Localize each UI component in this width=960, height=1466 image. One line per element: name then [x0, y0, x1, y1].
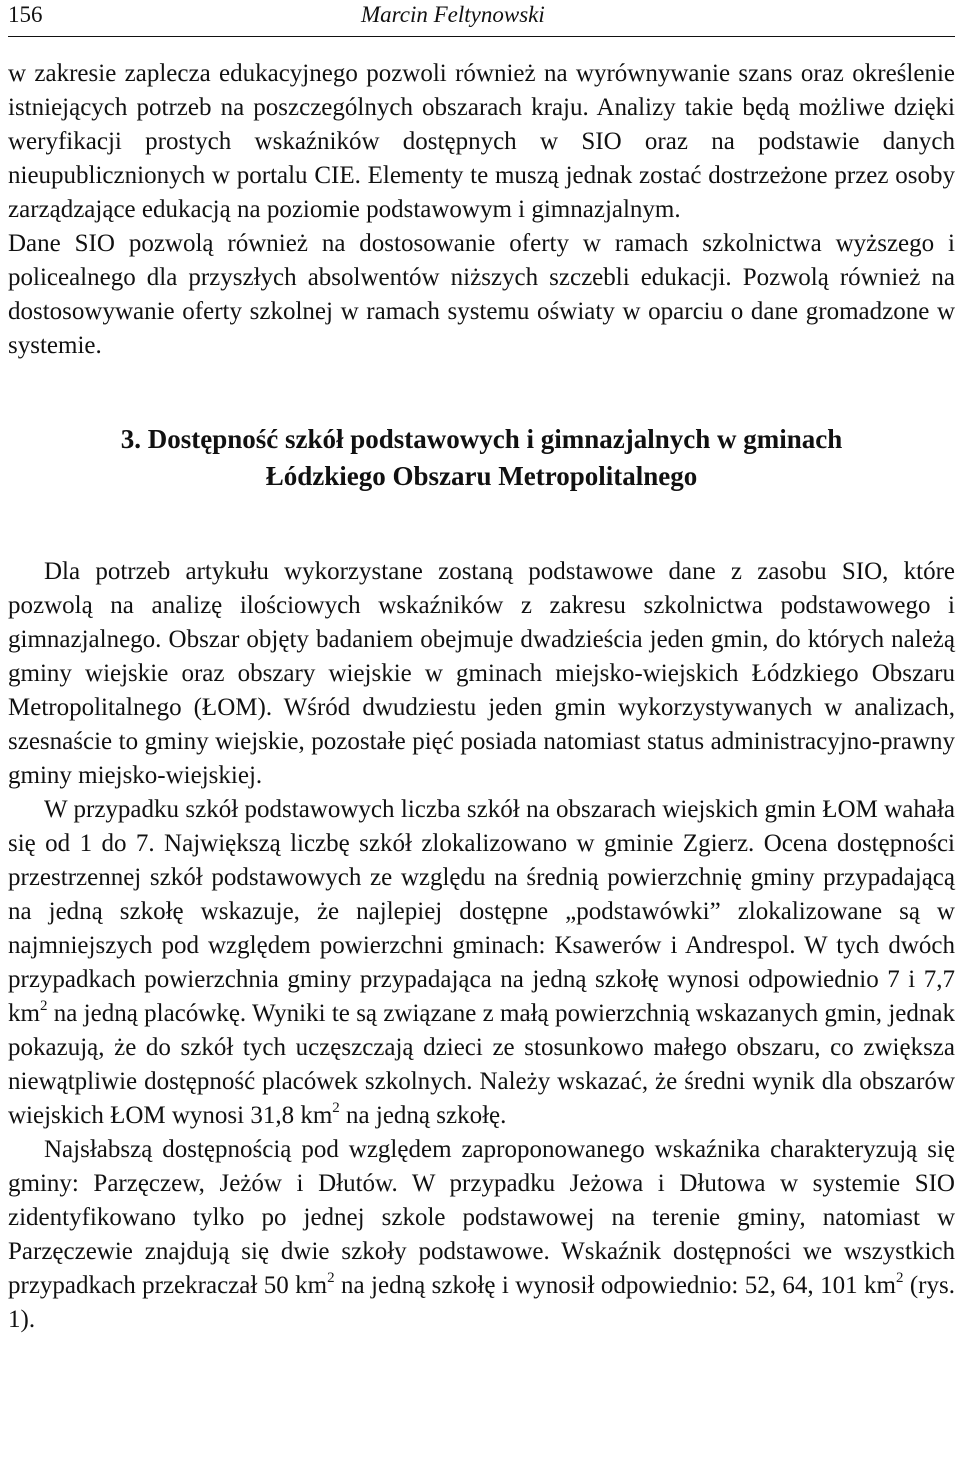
superscript: 2 [332, 1100, 340, 1116]
section-heading-line: Łódzkiego Obszaru Metropolitalnego [265, 461, 698, 491]
paragraph-text: na jedną placówkę. Wyniki te są związane z małą powierzchnią wskazanych gmin, jednak pokazują, że do szkół tych uczęszczają dzieci ze stosunkowo małego obszaru, co zwiększa niewątpliwie dostępność placówek szkolnych. Należy wskazać, że średni wynik dla obszarów wiejskich ŁOM wynosi 31,8 km [8, 1000, 955, 1129]
superscript: 2 [327, 1270, 335, 1286]
superscript: 2 [895, 1270, 904, 1286]
intro-paragraph: w zakresie zaplecza edukacyjnego pozwoli również na wyrównywanie szans oraz określenie istniejących potrzeb na poszczególnych obszarach kraju. Analizy takie będą możliwe dzięki weryfikacji prostych wskaźników dostępnych w SIO oraz na podstawie danych nieupublicznionych w portalu CIE. Elementy te muszą jednak zostać dostrzeżone przez osoby zarządzające edukacją na poziomie podstawowym i gimnazjalnym. [8, 60, 955, 223]
page-number: 156 [8, 2, 43, 27]
document-page [8, 0, 955, 1337]
paragraph-text: na jedną szkołę. [339, 1102, 507, 1129]
running-header-author: Marcin Feltynowski [361, 2, 545, 27]
section-body [8, 555, 955, 1337]
paragraph-text: Najsłabszą dostępnością pod względem zaproponowanego wskaźnika charakteryzują się gminy: Parzęczew, Jeżów i Dłutów. W przypadku Jeżowa i Dłutowa w systemie SIO zidentyfikowano tylko po jednej szkole podstawowej na terenie gminy, natomiast w Parzęczewie znajdują się dwie szkoły podstawowe. Wskaźnik dostępności we wszystkich przypadkach przekraczał 50 km [8, 1136, 955, 1299]
body-paragraph [8, 793, 955, 1133]
paragraph-text: na jedną szkołę i wynosił odpowiednio: 52, 64, 101 km [334, 1272, 896, 1299]
intro-text [8, 57, 955, 363]
intro-paragraph: Dane SIO pozwolą również na dostosowanie oferty w ramach szkolnictwa wyższego i policealnego dla przyszłych absolwentów niższych szczebli edukacji. Pozwolą również na dostosowywanie oferty szkolnej w ramach systemu oświaty w oparciu o dane gromadzone w systemie. [8, 230, 955, 359]
section-heading [8, 421, 955, 495]
paragraph-text: W przypadku szkół podstawowych liczba szkół na obszarach wiejskich gmin ŁOM wahała się od 1 do 7. Największą liczbę szkół zlokalizowano w gminie Zgierz. Ocena dostępności przestrzennej szkół podstawowych ze względu na średnią powierzchnię gminy przypadającą na jedną szkołę wskazuje, że najlepiej dostępne „podstawówki” zlokalizowane są w najmniejszych pod względem powierzchni gminach: Ksawerów i Andrespol. W tych dwóch przypadkach powierzchnia gminy przypadająca na jedną szkołę wynosi odpowiednio 7 i 7,7 km [8, 796, 955, 1027]
body-paragraph: Dla potrzeb artykułu wykorzystane zostaną podstawowe dane z zasobu SIO, które pozwolą na analizę ilościowych wskaźników z zakresu szkolnictwa podstawowego i gimnazjalnego. Obszar objęty badaniem obejmuje dwadzieścia jeden gmin, do których należą gminy wiejskie oraz obszary wiejskie w gminach miejsko-wiejskich Łódzkiego Obszaru Metropolitalnego (ŁOM). Wśród dwudziestu jeden gmin wykorzystywanych w analizach, szesnaście to gminy wiejskie, pozostałe pięć posiada natomiast status administracyjno-prawny gminy miejsko-wiejskiej. [8, 558, 955, 789]
paragraph-text: (rys. 1). [8, 1272, 955, 1333]
running-header [8, 0, 955, 37]
section-heading-line: 3. Dostępność szkół podstawowych i gimnazjalnych w gminach [120, 424, 843, 454]
body-paragraph [8, 1133, 955, 1337]
superscript: 2 [39, 998, 48, 1014]
